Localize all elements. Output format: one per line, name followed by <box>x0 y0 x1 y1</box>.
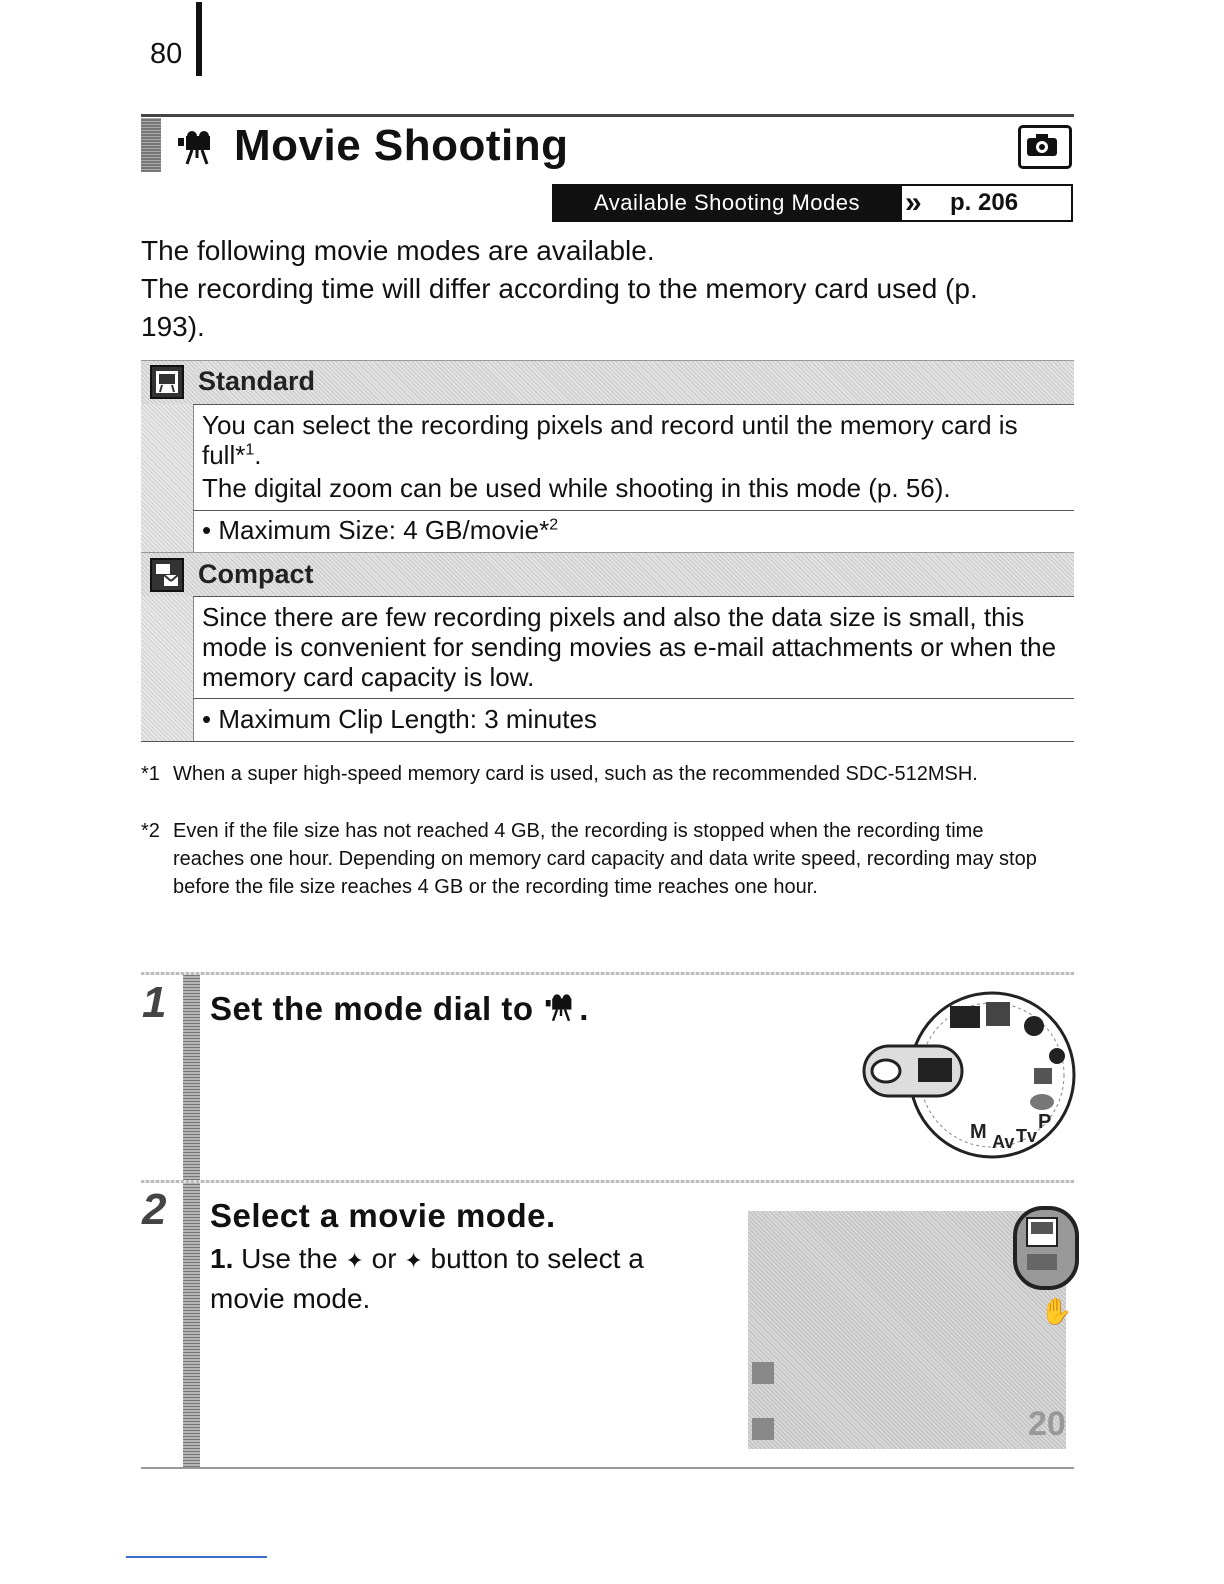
intro-line-2: The recording time will differ according to the memory card used (p. 193). <box>141 273 978 342</box>
footnote-text: Even if the file size has not reached 4 GB, the recording is stopped when the recording time reaches one hour. Depending on memory card capacity and data write speed, recording may stop before the file size reaches 4 GB or the recording time reaches one hour. <box>173 820 1037 898</box>
standard-rule-top <box>193 404 1074 405</box>
chevron-right-icon: » <box>905 186 922 219</box>
dial-label-tv: Tv <box>1016 1126 1038 1146</box>
compact-spec: • Maximum Clip Length: 3 minutes <box>202 704 597 734</box>
footnote-mark: *2 <box>141 820 160 842</box>
step-2-rule <box>141 1180 1074 1183</box>
step-1-rule <box>141 972 1074 975</box>
lcd-counter: 20 <box>1028 1405 1066 1443</box>
footnote-text: When a super high-speed memory card is used, such as the recommended SDC-512MSH. <box>173 763 978 785</box>
compact-mode-title: Compact <box>198 559 314 589</box>
compact-rule-mid <box>193 698 1074 699</box>
step-1-bar <box>183 975 200 1180</box>
step-2-title: Select a movie mode. <box>210 1197 556 1234</box>
standard-rule-mid <box>193 510 1074 511</box>
standard-mode-title: Standard <box>198 366 316 396</box>
step-2-number: 2 <box>142 1185 167 1234</box>
lcd-status-icon <box>752 1418 774 1440</box>
title-block <box>141 118 161 172</box>
movie-mode-selector <box>1013 1206 1079 1290</box>
standard-description-1: You can select the recording pixels and record until the memory card is full*$^1$. <box>202 410 1018 470</box>
compact-divider <box>193 596 194 742</box>
standard-mode-side <box>141 404 193 552</box>
step-2-bar <box>183 1183 200 1467</box>
movie-camera-icon <box>176 128 218 168</box>
right-arrow-icon: ✦ <box>404 1248 423 1273</box>
stabilizer-icon: ✋ <box>1040 1296 1073 1326</box>
step-1-number: 1 <box>142 978 167 1027</box>
left-arrow-icon: ✦ <box>345 1248 364 1273</box>
compact-mode-icon <box>150 558 184 592</box>
available-modes-page-ref[interactable]: p. 206 <box>950 189 1019 216</box>
footnote-mark: *1 <box>141 763 160 785</box>
step-1-title: Set the mode dial to . <box>210 990 589 1027</box>
dial-label-p: P <box>1038 1111 1052 1133</box>
bottom-rule <box>141 1467 1074 1469</box>
movie-camera-icon <box>543 992 579 1024</box>
mode-dial-icon <box>862 990 1082 1165</box>
step-2-instruction: 1. Use the ✦ or ✦ button to select a movie mode. <box>210 1243 644 1314</box>
page-title: Movie Shooting <box>234 121 569 170</box>
standard-divider <box>193 404 194 552</box>
title-rule <box>141 114 1074 117</box>
page-number-bar <box>196 2 202 76</box>
standard-description-2: The digital zoom can be used while shooting in this mode (p. 56). <box>202 473 951 503</box>
dial-label-m: M <box>970 1121 987 1143</box>
page-number: 80 <box>150 38 183 70</box>
footer-link <box>126 1556 267 1558</box>
intro-line-1: The following movie modes are available. <box>141 235 655 266</box>
table-bottom-rule <box>141 741 1074 742</box>
available-modes-label: Available Shooting Modes <box>552 184 902 222</box>
dial-label-av: Av <box>992 1132 1015 1152</box>
camera-icon <box>1018 125 1072 169</box>
standard-mode-icon <box>150 365 184 399</box>
compact-rule-top <box>193 596 1074 597</box>
compact-mode-side <box>141 596 193 742</box>
compact-description: Since there are few recording pixels and also the data size is small, this mode is convenient for sending movies as e-mail attachments or when the memory card capacity is low. <box>202 602 1057 692</box>
standard-spec: • Maximum Size: 4 GB/movie*$^2$ <box>202 515 559 545</box>
lcd-status-icon <box>752 1362 774 1384</box>
